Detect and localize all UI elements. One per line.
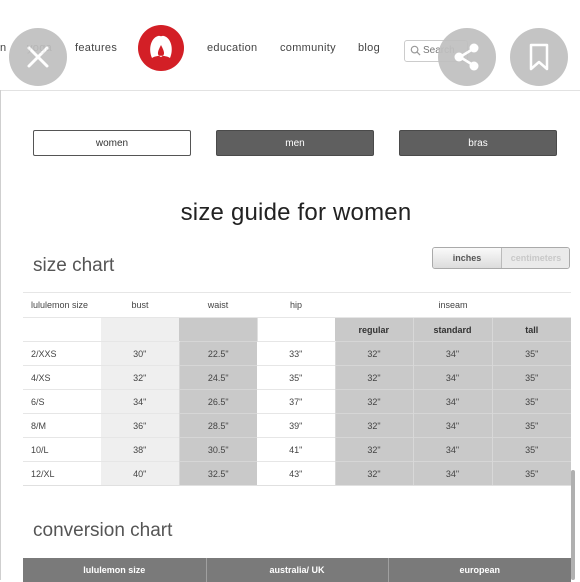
unit-toggle xyxy=(432,247,570,269)
cell-inseam-tall: 35" xyxy=(492,390,571,414)
conversion-header-european: european xyxy=(388,558,571,582)
conversion-header-size: lululemon size xyxy=(23,558,206,582)
table-row xyxy=(23,462,571,486)
table-row xyxy=(23,414,571,438)
nav-link-community[interactable]: community xyxy=(280,42,336,54)
cell-inseam-standard: 34" xyxy=(413,342,492,366)
cell-waist: 26.5" xyxy=(179,390,257,414)
header-bust: bust xyxy=(101,293,179,318)
cell-bust: 32" xyxy=(101,366,179,390)
share-button[interactable] xyxy=(438,28,496,86)
nav-link-features[interactable]: features xyxy=(75,42,118,54)
page-title: size guide for women xyxy=(180,199,412,226)
subheader-waist xyxy=(179,318,257,342)
subheader-regular: regular xyxy=(335,318,413,342)
bookmark-icon xyxy=(510,28,568,86)
cell-waist: 30.5" xyxy=(179,438,257,462)
header-inseam: inseam xyxy=(335,293,571,318)
cell-bust: 34" xyxy=(101,390,179,414)
table-row xyxy=(23,438,571,462)
cell-size: 4/XS xyxy=(23,366,101,390)
cell-bust: 38" xyxy=(101,438,179,462)
cell-inseam-tall: 35" xyxy=(492,366,571,390)
cell-inseam-standard: 34" xyxy=(413,390,492,414)
close-icon xyxy=(9,28,67,86)
unit-inches-option[interactable]: inches xyxy=(433,248,502,268)
conversion-header-row xyxy=(23,558,571,582)
cell-inseam-standard: 34" xyxy=(413,462,492,486)
tab-bras[interactable]: bras xyxy=(399,130,557,156)
subheader-standard: standard xyxy=(413,318,492,342)
cell-bust: 30" xyxy=(101,342,179,366)
size-chart-body xyxy=(23,342,571,486)
cell-size: 10/L xyxy=(23,438,101,462)
nav-link-blog[interactable]: blog xyxy=(358,42,380,54)
nav-link-education[interactable]: education xyxy=(207,42,258,54)
cell-inseam-standard: 34" xyxy=(413,414,492,438)
table-row xyxy=(23,366,571,390)
conversion-chart-table xyxy=(23,558,571,582)
table-row xyxy=(23,390,571,414)
header-hip: hip xyxy=(257,293,335,318)
size-chart-header-row xyxy=(23,293,571,318)
unit-centimeters-option[interactable]: centimeters xyxy=(502,248,570,268)
cell-inseam-tall: 35" xyxy=(492,342,571,366)
cell-inseam-regular: 32" xyxy=(335,366,413,390)
cell-size: 2/XXS xyxy=(23,342,101,366)
cell-bust: 36" xyxy=(101,414,179,438)
tab-women[interactable]: women xyxy=(33,130,191,156)
cell-inseam-standard: 34" xyxy=(413,366,492,390)
page-left-border xyxy=(0,90,1,580)
cell-size: 12/XL xyxy=(23,462,101,486)
cell-inseam-regular: 32" xyxy=(335,390,413,414)
cell-hip: 35" xyxy=(257,366,335,390)
share-icon xyxy=(438,28,496,86)
cell-bust: 40" xyxy=(101,462,179,486)
cell-hip: 43" xyxy=(257,462,335,486)
header-waist: waist xyxy=(179,293,257,318)
lululemon-logo-icon[interactable] xyxy=(138,25,184,71)
cell-hip: 37" xyxy=(257,390,335,414)
cell-inseam-regular: 32" xyxy=(335,342,413,366)
subheader-tall: tall xyxy=(492,318,571,342)
conversion-chart-title: conversion chart xyxy=(33,520,173,541)
cell-size: 6/S xyxy=(23,390,101,414)
cell-size: 8/M xyxy=(23,414,101,438)
subheader-bust xyxy=(101,318,179,342)
cell-inseam-tall: 35" xyxy=(492,462,571,486)
cell-hip: 41" xyxy=(257,438,335,462)
header-size: lululemon size xyxy=(23,293,101,318)
subheader-hip xyxy=(257,318,335,342)
cell-inseam-regular: 32" xyxy=(335,414,413,438)
cell-inseam-tall: 35" xyxy=(492,438,571,462)
cell-waist: 24.5" xyxy=(179,366,257,390)
size-chart-subheader-row xyxy=(23,318,571,342)
scrollbar-thumb[interactable] xyxy=(571,470,575,580)
size-chart-table xyxy=(23,292,571,486)
table-row xyxy=(23,342,571,366)
cell-inseam-regular: 32" xyxy=(335,438,413,462)
bookmark-button[interactable] xyxy=(510,28,568,86)
cell-inseam-tall: 35" xyxy=(492,414,571,438)
cell-inseam-standard: 34" xyxy=(413,438,492,462)
cell-waist: 22.5" xyxy=(179,342,257,366)
search-icon xyxy=(410,45,421,56)
cell-hip: 39" xyxy=(257,414,335,438)
subheader-empty xyxy=(23,318,101,342)
cell-waist: 32.5" xyxy=(179,462,257,486)
conversion-header-au-uk: australia/ UK xyxy=(206,558,388,582)
close-button[interactable] xyxy=(9,28,67,86)
tab-men[interactable]: men xyxy=(216,130,374,156)
size-chart-title: size chart xyxy=(33,255,115,276)
nav-link-partial[interactable]: n xyxy=(0,42,7,54)
cell-inseam-regular: 32" xyxy=(335,462,413,486)
cell-waist: 28.5" xyxy=(179,414,257,438)
cell-hip: 33" xyxy=(257,342,335,366)
